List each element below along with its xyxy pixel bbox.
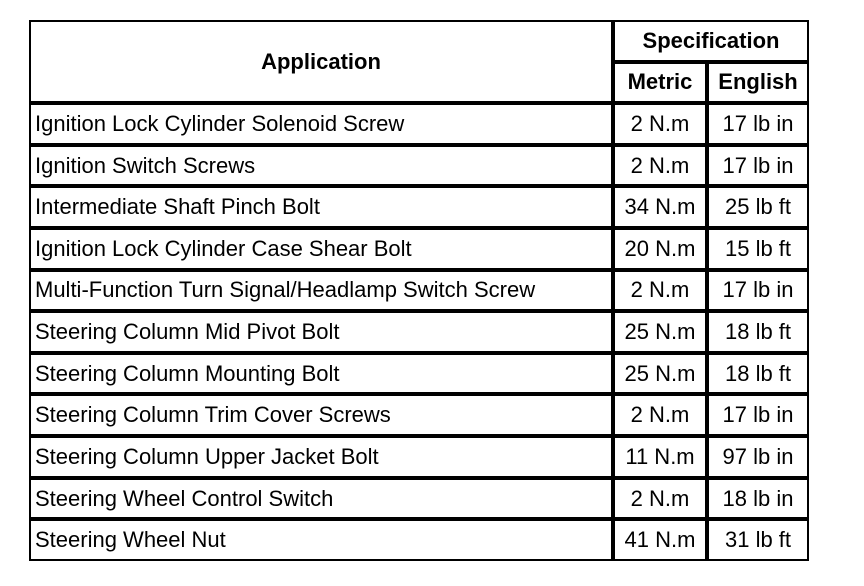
table-row [29,145,809,187]
torque-spec-table [29,20,809,561]
english-cell: 31 lb ft [707,519,809,561]
table-row [29,478,809,520]
application-cell: Ignition Switch Screws [29,145,613,187]
metric-cell: 2 N.m [613,478,707,520]
application-cell: Ignition Lock Cylinder Case Shear Bolt [29,228,613,270]
specification-header: Specification [613,20,809,62]
english-cell: 15 lb ft [707,228,809,270]
english-header: English [707,62,809,104]
table-row [29,103,809,145]
table-row [29,519,809,561]
metric-cell: 41 N.m [613,519,707,561]
metric-cell: 25 N.m [613,353,707,395]
metric-cell: 34 N.m [613,186,707,228]
application-cell: Steering Wheel Nut [29,519,613,561]
metric-cell: 20 N.m [613,228,707,270]
english-cell: 17 lb in [707,103,809,145]
english-cell: 18 lb ft [707,311,809,353]
application-cell: Multi-Function Turn Signal/Headlamp Switch Screw [29,270,613,312]
table-row [29,436,809,478]
english-cell: 17 lb in [707,394,809,436]
metric-header: Metric [613,62,707,104]
table-row [29,311,809,353]
application-cell: Steering Wheel Control Switch [29,478,613,520]
specification-table [29,20,809,561]
table-row [29,186,809,228]
application-cell: Steering Column Trim Cover Screws [29,394,613,436]
metric-cell: 2 N.m [613,103,707,145]
metric-cell: 2 N.m [613,270,707,312]
metric-cell: 2 N.m [613,145,707,187]
application-cell: Steering Column Mid Pivot Bolt [29,311,613,353]
table-row [29,228,809,270]
english-cell: 18 lb ft [707,353,809,395]
english-cell: 17 lb in [707,145,809,187]
metric-cell: 11 N.m [613,436,707,478]
application-cell: Ignition Lock Cylinder Solenoid Screw [29,103,613,145]
english-cell: 17 lb in [707,270,809,312]
table-row [29,394,809,436]
metric-cell: 25 N.m [613,311,707,353]
english-cell: 25 lb ft [707,186,809,228]
application-cell: Steering Column Upper Jacket Bolt [29,436,613,478]
table-row [29,353,809,395]
application-header: Application [29,20,613,103]
table-row [29,270,809,312]
application-cell: Steering Column Mounting Bolt [29,353,613,395]
application-cell: Intermediate Shaft Pinch Bolt [29,186,613,228]
english-cell: 18 lb in [707,478,809,520]
metric-cell: 2 N.m [613,394,707,436]
english-cell: 97 lb in [707,436,809,478]
